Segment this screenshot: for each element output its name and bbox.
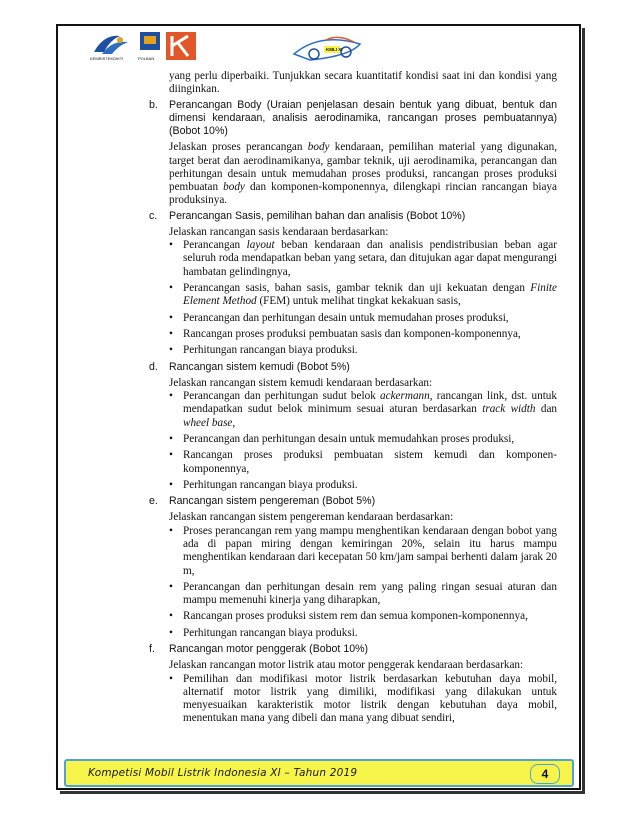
section-e-bullets	[169, 525, 557, 640]
section-f-intro: Jelaskan rancangan motor listrik atau motor penggerak kendaraan berdasarkan:	[169, 659, 524, 672]
section-title: Rancangan sistem kemudi (Bobot 5%)	[169, 360, 350, 373]
list-item: • Pemilihan dan modifikasi motor listrik berdasarkan kebutuhan daya mobil, alternatif motor listrik yang dimiliki, modifikasi yang dilakukan untuk menyesuaikan karakteristik motor listrik dengan kebutuhan daya mobil, menentukan mana yang dibeli dan mana yang dibuat sendiri,	[169, 672, 557, 725]
list-item: • Perancangan dan perhitungan desain rem yang paling ringan sesuai aturan dan mampu memenuhi kinerja yang diharapkan,	[169, 580, 557, 607]
section-title: Perancangan Sasis, pemilihan bahan dan analisis (Bobot 10%)	[169, 209, 466, 222]
k-brand-logo	[166, 32, 196, 60]
section-f-bullets	[169, 673, 557, 726]
list-item: • Perancangan sasis, bahan sasis, gambar teknik dan uji kekuatan dengan Finite Element Method (FEM) untuk melihat tingkat kekakuan sasis,	[169, 282, 557, 308]
list-item: • Rancangan proses produksi pembuatan sasis dan komponen-komponennya,	[169, 327, 521, 340]
document-body	[149, 70, 557, 729]
section-e-intro: Jelaskan rancangan sistem pengereman kendaraan berdasarkan:	[169, 511, 454, 524]
intro-text: yang perlu diperbaiki. Tunjukkan secara kuantitatif kondisi saat ini dan kondisi yang diinginkan.	[169, 70, 557, 96]
section-d-bullets	[169, 390, 557, 492]
footer-title: Kompetisi Mobil Listrik Indonesia XI – Tahun 2019	[88, 767, 358, 779]
section-letter: b.	[149, 98, 158, 111]
page-footer	[64, 759, 574, 787]
list-item: • Perancangan dan perhitungan sudut belok ackermann, rancangan link, dst. untuk mendapatkan sudut belok minimum sesuai aturan berdasarkan track width dan wheel base,	[169, 390, 557, 429]
section-title: Rancangan sistem pengereman (Bobot 5%)	[169, 495, 376, 508]
section-c-intro: Jelaskan rancangan sasis kendaraan berdasarkan:	[169, 225, 389, 238]
section-letter: c.	[149, 209, 158, 222]
section-d-intro: Jelaskan rancangan sistem kemudi kendaraan berdasarkan:	[169, 376, 433, 389]
section-letter: e.	[149, 495, 158, 508]
section-b-heading	[149, 99, 557, 139]
section-d-heading	[149, 361, 557, 374]
section-title: Perancangan Body (Uraian penjelasan desain bentuk yang dibuat, bentuk dan dimensi kendaraan, analisis aerodinamika, rancangan proses pembuatannya) (Bobot 10%)	[169, 98, 557, 137]
section-e-heading	[149, 495, 557, 508]
list-item: • Perhitungan rancangan biaya produksi.	[169, 478, 358, 491]
logo-left-caption: KEMRISTEKDIKTI	[90, 56, 124, 61]
section-c-heading	[149, 210, 557, 223]
kemristekdikti-logo	[90, 30, 134, 62]
kmli-logo-text: KMLI XI	[326, 47, 343, 52]
list-item: • Perancangan dan perhitungan desain untuk memudahan proses produksi,	[169, 311, 509, 324]
page-header	[90, 30, 380, 68]
list-item: • Rancangan proses produksi pembuatan sistem kemudi dan komponen-komponennya,	[169, 449, 557, 475]
section-letter: d.	[149, 360, 158, 373]
list-item: • Perancangan layout beban kendaraan dan analisis pendistribusian beban agar seluruh roda mendapatkan beban yang setara, dan ditujukan agar dapat mengurangi hambatan gelindingnya,	[169, 239, 557, 278]
list-item: • Perhitungan rancangan biaya produksi.	[169, 344, 358, 357]
list-item: • Perhitungan rancangan biaya produksi.	[169, 626, 358, 639]
polban-logo	[138, 30, 162, 62]
page-number: 4	[530, 764, 560, 784]
list-item: • Rancangan proses produksi sistem rem dan semua komponen-komponennya,	[169, 610, 528, 623]
list-item: • Proses perancangan rem yang mampu menghentikan kendaraan dengan bobot yang ada di papan miring dengan kemiringan 20%, selain itu harus mampu menghentikan kendaraan dari kecepatan 50 km/jam sampai berhenti dalam jarak 20 m,	[169, 524, 558, 577]
section-f-heading	[149, 643, 557, 656]
section-b-body: Jelaskan proses perancangan body kendaraan, pemilihan material yang digunakan, target berat dan aerodinamikanya, gambar teknik, uji aerodinamika, perancangan dan perhitungan desain untuk memudahan proses produksi, rancangan proses produksi pembuatan body dan komponen-komponennya, dilengkapi rincian rancangan biaya produksinya.	[169, 141, 558, 207]
kmli-logo	[290, 30, 370, 66]
list-item: • Perancangan dan perhitungan desain untuk memudahkan proses produksi,	[169, 432, 515, 445]
logo-polban-caption: POLBAN	[138, 56, 155, 61]
section-c-bullets	[169, 239, 557, 357]
section-letter: f.	[149, 643, 155, 656]
section-title: Rancangan motor penggerak (Bobot 10%)	[169, 643, 369, 656]
